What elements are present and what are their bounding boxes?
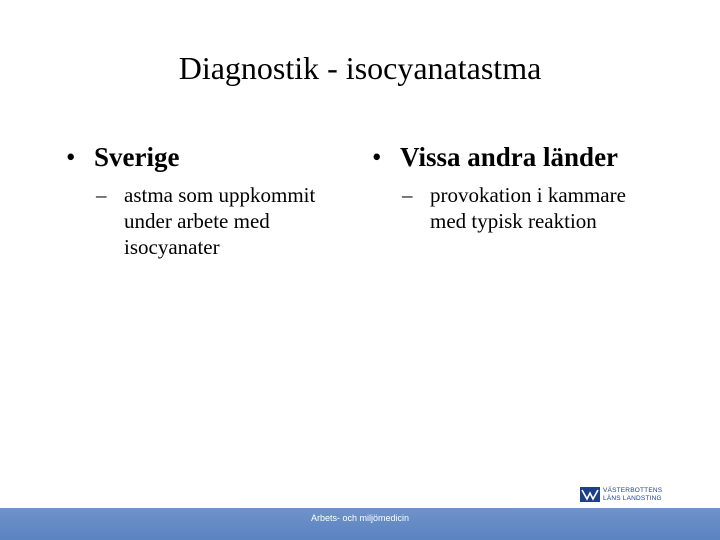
- slide-title: Diagnostik - isocyanatastma: [178, 50, 542, 86]
- right-column: [372, 140, 672, 234]
- sub-bullet: [402, 182, 672, 234]
- bullet-label: Vissa andra länder: [400, 142, 619, 172]
- bullet-label: Sverige: [94, 142, 180, 172]
- logo: [580, 487, 662, 502]
- bullet-dot-icon: •: [372, 142, 382, 172]
- footer-text: Arbets- och miljömedicin: [310, 513, 410, 523]
- sub-bullet-text: provokation i kammare med typisk reaktion: [430, 183, 626, 233]
- bullet-dot-icon: •: [66, 142, 76, 172]
- dash-icon: –: [402, 183, 413, 207]
- logo-line-1: VÄSTERBOTTENS: [603, 487, 663, 494]
- dash-icon: –: [96, 183, 107, 207]
- bullet-sverige: [66, 140, 356, 174]
- sub-bullet: [96, 182, 356, 260]
- sub-bullet-text: astma som uppkommit under arbete med isocyanater: [124, 183, 316, 259]
- logo-line-2: LÄNS LANDSTING: [603, 494, 662, 502]
- left-column: [66, 140, 356, 260]
- bullet-vissa-andra-lander: [372, 140, 672, 174]
- logo-text: [603, 487, 662, 502]
- landsting-logo-icon: [580, 487, 600, 502]
